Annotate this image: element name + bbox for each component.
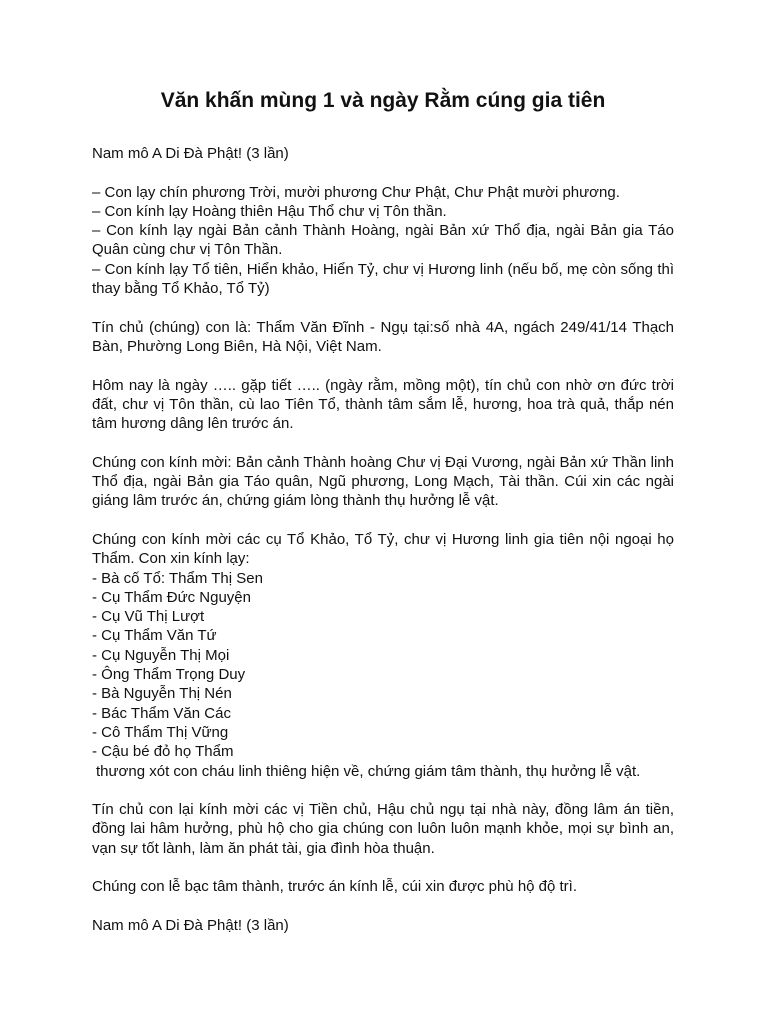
ancestor-item: - Cậu bé đỏ họ Thẩm [92, 743, 234, 761]
opening-prayer: Nam mô A Di Đà Phật! (3 lần) [92, 145, 289, 162]
invocation-line: – Con lạy chín phương Trời, mười phương Chư Phật, Chư Phật mười phương. [92, 183, 620, 201]
ancestor-item: - Bác Thẩm Văn Các [92, 704, 231, 722]
document-page [92, 88, 674, 954]
today-paragraph: Hôm nay là ngày ….. gặp tiết ….. (ngày rằm, mồng một), tín chủ con nhờ ơn đức trời đất, chư vị Tôn thần, cù lao Tiên Tổ, thành tâm sắm lễ, hương, hoa trà quả, thắp nén tâm hương dâng lên trước án. [92, 376, 674, 433]
owner-paragraph: Tín chủ (chúng) con là: Thẩm Văn Đĩnh - Ngụ tại:số nhà 4A, ngách 249/41/14 Thạch Bàn, Phường Long Biên, Hà Nội, Việt Nam. [92, 318, 674, 355]
invocation-line: – Con kính lạy Hoàng thiên Hậu Thổ chư vị Tôn thần. [92, 202, 447, 220]
invocation-list [92, 183, 674, 299]
invite-deities-paragraph: Chúng con kính mời: Bản cảnh Thành hoàng Chư vị Đại Vương, ngài Bản xứ Thần linh Thổ địa, ngài Bản gia Táo quân, Ngũ phương, Long Mạch, Tài thần. Cúi xin các ngài giáng lâm trước án, chứng giám lòng thành thụ hưởng lễ vật. [92, 453, 674, 510]
ancestor-item: - Cụ Nguyễn Thị Mọi [92, 646, 230, 664]
ancestors-section [92, 530, 674, 781]
ancestor-item: - Bà cố Tổ: Thẩm Thị Sen [92, 569, 263, 587]
ancestor-item: - Cô Thẩm Thị Vững [92, 723, 229, 741]
invite-ancestors-text: Chúng con kính mời các cụ Tổ Khảo, Tổ Tỷ, chư vị Hương linh gia tiên nội ngoại họ Thẩm. Con xin kính lạy: [92, 530, 674, 568]
closing-prayer: Nam mô A Di Đà Phật! (3 lần) [92, 916, 289, 934]
ancestors-closing: thương xót con cháu linh thiêng hiện về, chứng giám tâm thành, thụ hưởng lễ vật. [96, 762, 641, 780]
invocation-line: – Con kính lạy ngài Bản cảnh Thành Hoàng, ngài Bản xứ Thổ địa, ngài Bản gia Táo Quân cùng chư vị Tôn Thần. [92, 222, 674, 259]
ancestor-item: - Cụ Vũ Thị Lượt [92, 608, 205, 626]
ancestor-item: - Cụ Thẩm Văn Tứ [92, 627, 217, 645]
invocation-line: – Con kính lạy Tổ tiên, Hiển khảo, Hiển Tỷ, chư vị Hương linh (nếu bố, mẹ còn sống thì thay bằng Tổ Khảo, Tổ Tỷ) [92, 260, 674, 298]
former-owners-paragraph: Tín chủ con lại kính mời các vị Tiền chủ, Hậu chủ ngụ tại nhà này, đồng lâm án tiền, đồng lai hâm hưởng, phù hộ cho gia chúng con luôn luôn mạnh khỏe, mọi sự bình an, vạn sự tốt lành, làm ăn phát tài, gia đình hòa thuận. [92, 801, 674, 857]
offering-paragraph: Chúng con lễ bạc tâm thành, trước án kính lễ, cúi xin được phù hộ độ trì. [92, 878, 578, 896]
document-title: Văn khấn mùng 1 và ngày Rằm cúng gia tiên [160, 89, 606, 112]
ancestor-item: - Ông Thẩm Trọng Duy [92, 666, 246, 684]
ancestor-item: - Cụ Thẩm Đức Nguyện [92, 588, 251, 606]
ancestor-item: - Bà Nguyễn Thị Nén [92, 685, 232, 703]
